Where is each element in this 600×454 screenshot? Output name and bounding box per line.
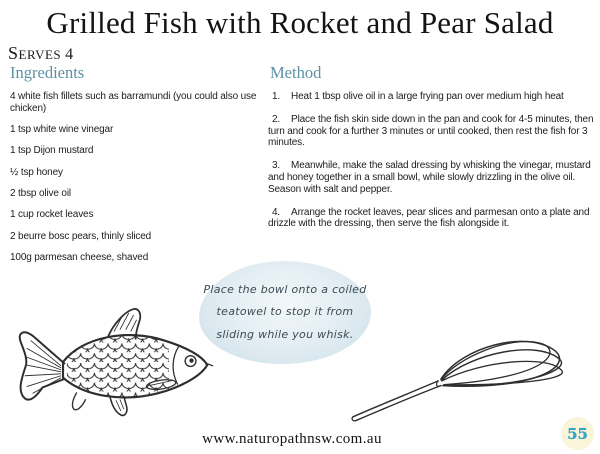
tip-line: Place the bowl onto a coiled <box>203 282 367 296</box>
serves-line <box>8 43 74 64</box>
ingredient-item: 1 tsp white wine vinegar <box>10 124 114 136</box>
method-heading: Method <box>270 63 322 82</box>
serves-label: Serves <box>8 43 62 63</box>
watercolor-blob <box>199 261 371 364</box>
serves-value: 4 <box>65 46 74 63</box>
tip-line: teatowel to stop it from <box>216 305 354 319</box>
ingredient-item: 4 white fish fillets such as barramundi (you could also use chicken) <box>10 91 257 114</box>
tip-line: sliding while you whisk. <box>216 327 354 341</box>
ingredient-item: 2 beurre bosc pears, thinly sliced <box>10 230 152 242</box>
page-number-badge <box>561 417 594 450</box>
step-number: 3. <box>272 160 281 172</box>
method-step <box>268 114 594 149</box>
step-number: 2. <box>272 113 281 125</box>
whisk-illustration <box>350 334 568 424</box>
ingredient-item: 1 cup rocket leaves <box>10 209 94 221</box>
step-text: Meanwhile, make the salad dressing by whisking the vinegar, mustard and honey together in a small bowl, while slowly drizzling in the olive oil. Season with salt and pepper. <box>268 160 591 195</box>
page-number: 55 <box>567 424 588 443</box>
ingredient-item: ½ tsp honey <box>10 166 63 178</box>
step-number: 4. <box>272 206 281 218</box>
method-step <box>268 207 594 231</box>
method-section <box>268 63 594 241</box>
method-step <box>268 91 594 103</box>
fish-illustration <box>12 302 218 424</box>
step-text: Heat 1 tbsp olive oil in a large frying pan over medium high heat <box>291 91 564 102</box>
ingredient-item: 2 tbsp olive oil <box>10 187 71 199</box>
ingredients-heading: Ingredients <box>10 63 85 82</box>
page-title: Grilled Fish with Rocket and Pear Salad <box>46 5 554 40</box>
step-number: 1. <box>272 91 281 102</box>
method-step <box>268 160 594 195</box>
ingredient-item: 1 tsp Dijon mustard <box>10 145 94 157</box>
step-text: Arrange the rocket leaves, pear slices and parmesan onto a plate and drizzle with the dressing, then serve the fish alongside it. <box>268 206 590 230</box>
website-url: www.naturopathnsw.com.au <box>202 431 382 447</box>
handwritten-tip <box>203 279 366 347</box>
ingredient-item: 100g parmesan cheese, shaved <box>10 251 149 263</box>
ingredients-section <box>8 63 260 273</box>
step-text: Place the fish skin side down in the pan and cook for 4-5 minutes, then turn and cook for a further 3 minutes or until cooked, then rest the fish for 3 minutes. <box>268 113 594 149</box>
